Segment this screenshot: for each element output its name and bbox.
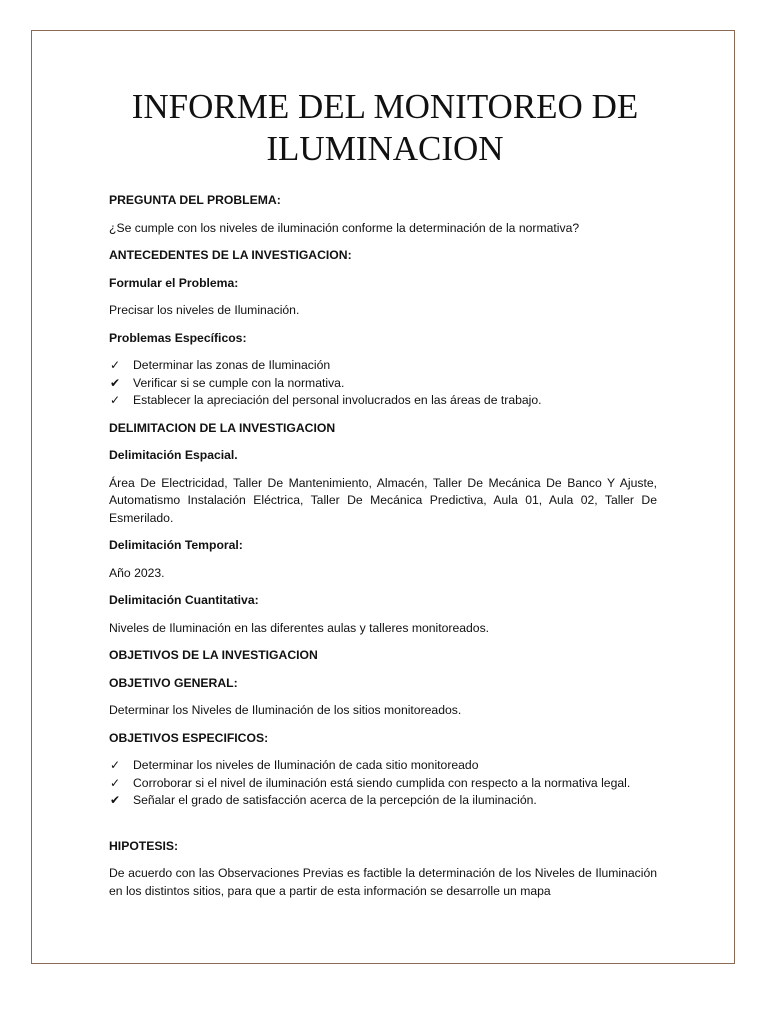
general-heading: OBJETIVO GENERAL: — [109, 675, 238, 690]
antecedentes-heading: ANTECEDENTES DE LA INVESTIGACION: — [109, 248, 352, 262]
formular-heading: Formular el Problema: — [109, 275, 239, 290]
check-icon: ✔ — [110, 793, 121, 807]
pregunta-heading: PREGUNTA DEL PROBLEMA: — [109, 193, 281, 207]
check-icon: ✓ — [110, 393, 121, 407]
obj-especificos-heading: OBJETIVOS ESPECIFICOS: — [109, 730, 269, 745]
spacer — [109, 820, 657, 838]
cuantitativa-heading: Delimitación Cuantitativa: — [109, 593, 259, 607]
formular-text: Precisar los niveles de Iluminación. — [109, 303, 300, 317]
list-item-text: Determinar las zonas de Iluminación — [133, 358, 331, 372]
list-item — [109, 375, 657, 393]
temporal-text: Año 2023. — [109, 565, 165, 580]
title-line-2: ILUMINACION — [266, 129, 504, 168]
check-icon: ✓ — [110, 775, 121, 790]
check-icon: ✔ — [110, 375, 121, 390]
check-icon: ✓ — [110, 758, 121, 772]
temporal-heading: Delimitación Temporal: — [109, 538, 243, 552]
delimitacion-heading: DELIMITACION DE LA INVESTIGACION — [109, 420, 336, 435]
espacial-heading: Delimitación Espacial. — [109, 448, 238, 462]
pregunta-text: ¿Se cumple con los niveles de iluminación conforme la determinación de la normativa? — [109, 220, 580, 235]
title-line-1: INFORME DEL MONITOREO DE — [131, 87, 639, 126]
espacial-text: Área De Electricidad, Taller De Mantenimiento, Almacén, Taller De Mecánica De Banco Y Ajuste, Automatismo Instalación Eléctrica, Taller De Mecánica Predictiva, Aula 01, Aula 02, Taller De Esmerilado. — [109, 475, 657, 525]
cuantitativa-text: Niveles de Iluminación en las diferentes aulas y talleres monitoreados. — [109, 620, 490, 635]
obj-especificos-list — [109, 757, 657, 810]
especificos-list — [109, 357, 657, 410]
general-text: Determinar los Niveles de Iluminación de los sitios monitoreados. — [109, 703, 462, 717]
hipotesis-text: De acuerdo con las Observaciones Previas es factible la determinación de los Niveles de Iluminación en los distintos sitios, para que a partir de esta información se desarrolle un mapa — [109, 866, 657, 898]
especificos-heading: Problemas Específicos: — [109, 330, 247, 345]
list-item — [109, 792, 657, 810]
list-item — [109, 392, 657, 410]
hipotesis-heading: HIPOTESIS: — [109, 838, 179, 853]
list-item-text: Establecer la apreciación del personal involucrados en las áreas de trabajo. — [133, 393, 542, 407]
check-icon: ✓ — [110, 358, 121, 372]
list-item — [109, 357, 657, 375]
list-item — [109, 757, 657, 775]
list-item-text: Señalar el grado de satisfacción acerca de la percepción de la iluminación. — [133, 793, 537, 807]
list-item — [109, 775, 657, 793]
document-body — [109, 192, 657, 910]
list-item-text: Verificar si se cumple con la normativa. — [133, 375, 345, 390]
list-item-text: Determinar los niveles de Iluminación de cada sitio monitoreado — [133, 758, 479, 772]
objetivos-heading: OBJETIVOS DE LA INVESTIGACION — [109, 648, 318, 662]
list-item-text: Corroborar si el nivel de iluminación está siendo cumplida con respecto a la normativa legal. — [133, 775, 631, 790]
page-title — [60, 86, 710, 170]
